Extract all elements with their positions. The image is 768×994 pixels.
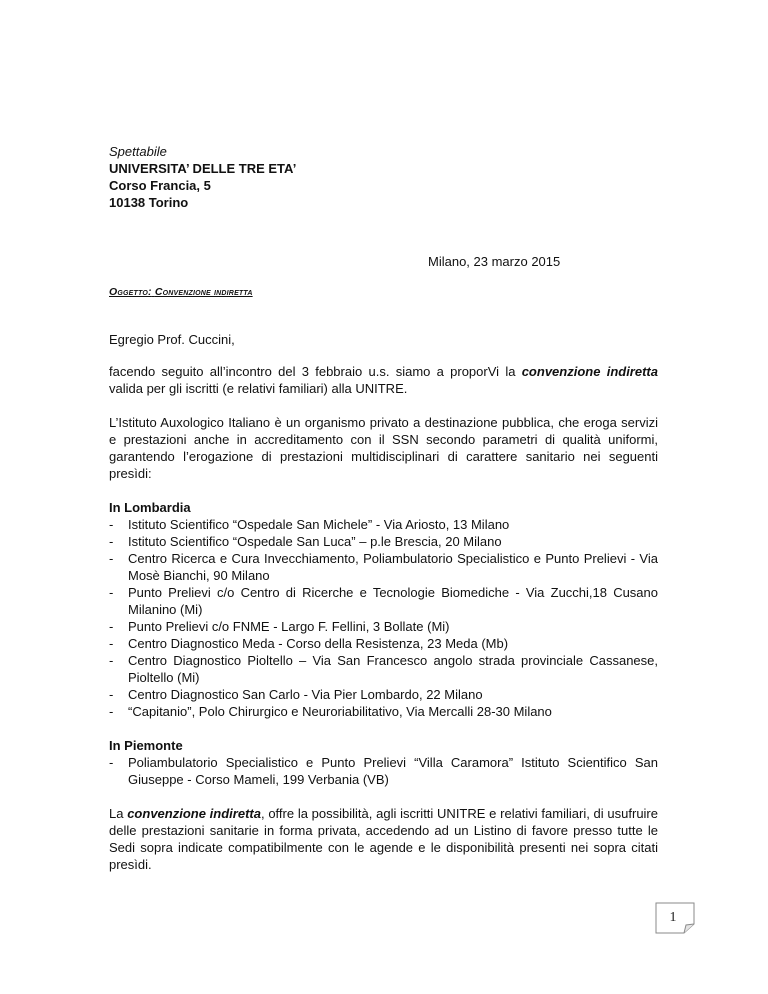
list-item: - Centro Diagnostico San Carlo - Via Pier Lombardo, 22 Milano: [109, 686, 658, 703]
recipient-salutation: Spettabile: [109, 144, 167, 159]
closing-text-after: , offre la possibilità, agli iscritti UNITRE e relativi familiari, di usufruire delle prestazioni sanitarie in forma privata, accedendo ad un Listino di favore presso tutte le Sedi sopra indicate compatibilmente con le agende e le disponibilità presenti nei sopra citati presìdi.: [109, 806, 658, 872]
lombardia-heading: In Lombardia: [109, 500, 191, 515]
intro-emphasis: convenzione indiretta: [521, 364, 658, 379]
list-item: - Istituto Scientifico “Ospedale San Luca” – p.le Brescia, 20 Milano: [109, 533, 658, 550]
list-item: - Centro Diagnostico Meda - Corso della Resistenza, 23 Meda (Mb): [109, 635, 658, 652]
piemonte-list: [109, 754, 658, 788]
list-item: - “Capitanio”, Polo Chirurgico e Neuroriabilitativo, Via Mercalli 28-30 Milano: [109, 703, 658, 720]
list-item: - Poliambulatorio Specialistico e Punto Prelievi “Villa Caramora” Istituto Scientifico San Giuseppe - Corso Mameli, 199 Verbania (VB): [109, 754, 658, 788]
piemonte-heading: In Piemonte: [109, 738, 183, 753]
list-item: - Istituto Scientifico “Ospedale San Michele” - Via Ariosto, 13 Milano: [109, 516, 658, 533]
istituto-paragraph: L’Istituto Auxologico Italiano è un organismo privato a destinazione pubblica, che eroga servizi e prestazioni anche in accreditamento con il SSN secondo parametri di qualità uniformi, garantendo l’erogazione di prestazioni multidisciplinari di carattere sanitario nei seguenti presìdi:: [109, 415, 658, 481]
list-item: - Punto Prelievi c/o FNME - Largo F. Fellini, 3 Bollate (Mi): [109, 618, 658, 635]
page-number: 1: [669, 910, 677, 925]
intro-text-after: valida per gli iscritti (e relativi familiari) alla UNITRE.: [109, 381, 408, 396]
page-number-box: [655, 902, 695, 934]
subject-text: Convenzione indiretta: [154, 286, 253, 298]
letter-body: [109, 331, 658, 873]
closing-paragraph: [109, 805, 658, 873]
closing-text-before: La: [109, 806, 128, 821]
recipient-name: UNIVERSITA’ DELLE TRE ETA’: [109, 161, 297, 176]
list-item: - Punto Prelievi c/o Centro di Ricerche e Tecnologie Biomediche - Via Zucchi,18 Cusano Milanino (Mi): [109, 584, 658, 618]
intro-paragraph: [109, 363, 658, 397]
recipient-block: [109, 143, 296, 211]
greeting: Egregio Prof. Cuccini,: [109, 332, 235, 347]
intro-text-before: facendo seguito all’incontro del 3 febbraio u.s. siamo a proporVi la: [109, 364, 522, 379]
letter-date: Milano, 23 marzo 2015: [428, 254, 561, 269]
list-item: - Centro Diagnostico Pioltello – Via San Francesco angolo strada provinciale Cassanese, Pioltello (Mi): [109, 652, 658, 686]
recipient-city: 10138 Torino: [109, 195, 189, 210]
subject-label: Oggetto:: [109, 286, 152, 298]
list-item: - Centro Ricerca e Cura Invecchiamento, Poliambulatorio Specialistico e Punto Prelievi - Via Mosè Bianchi, 90 Milano: [109, 550, 658, 584]
recipient-street: Corso Francia, 5: [109, 178, 211, 193]
closing-emphasis: convenzione indiretta: [127, 806, 261, 821]
lombardia-list: [109, 516, 658, 720]
subject-line: [109, 284, 253, 301]
